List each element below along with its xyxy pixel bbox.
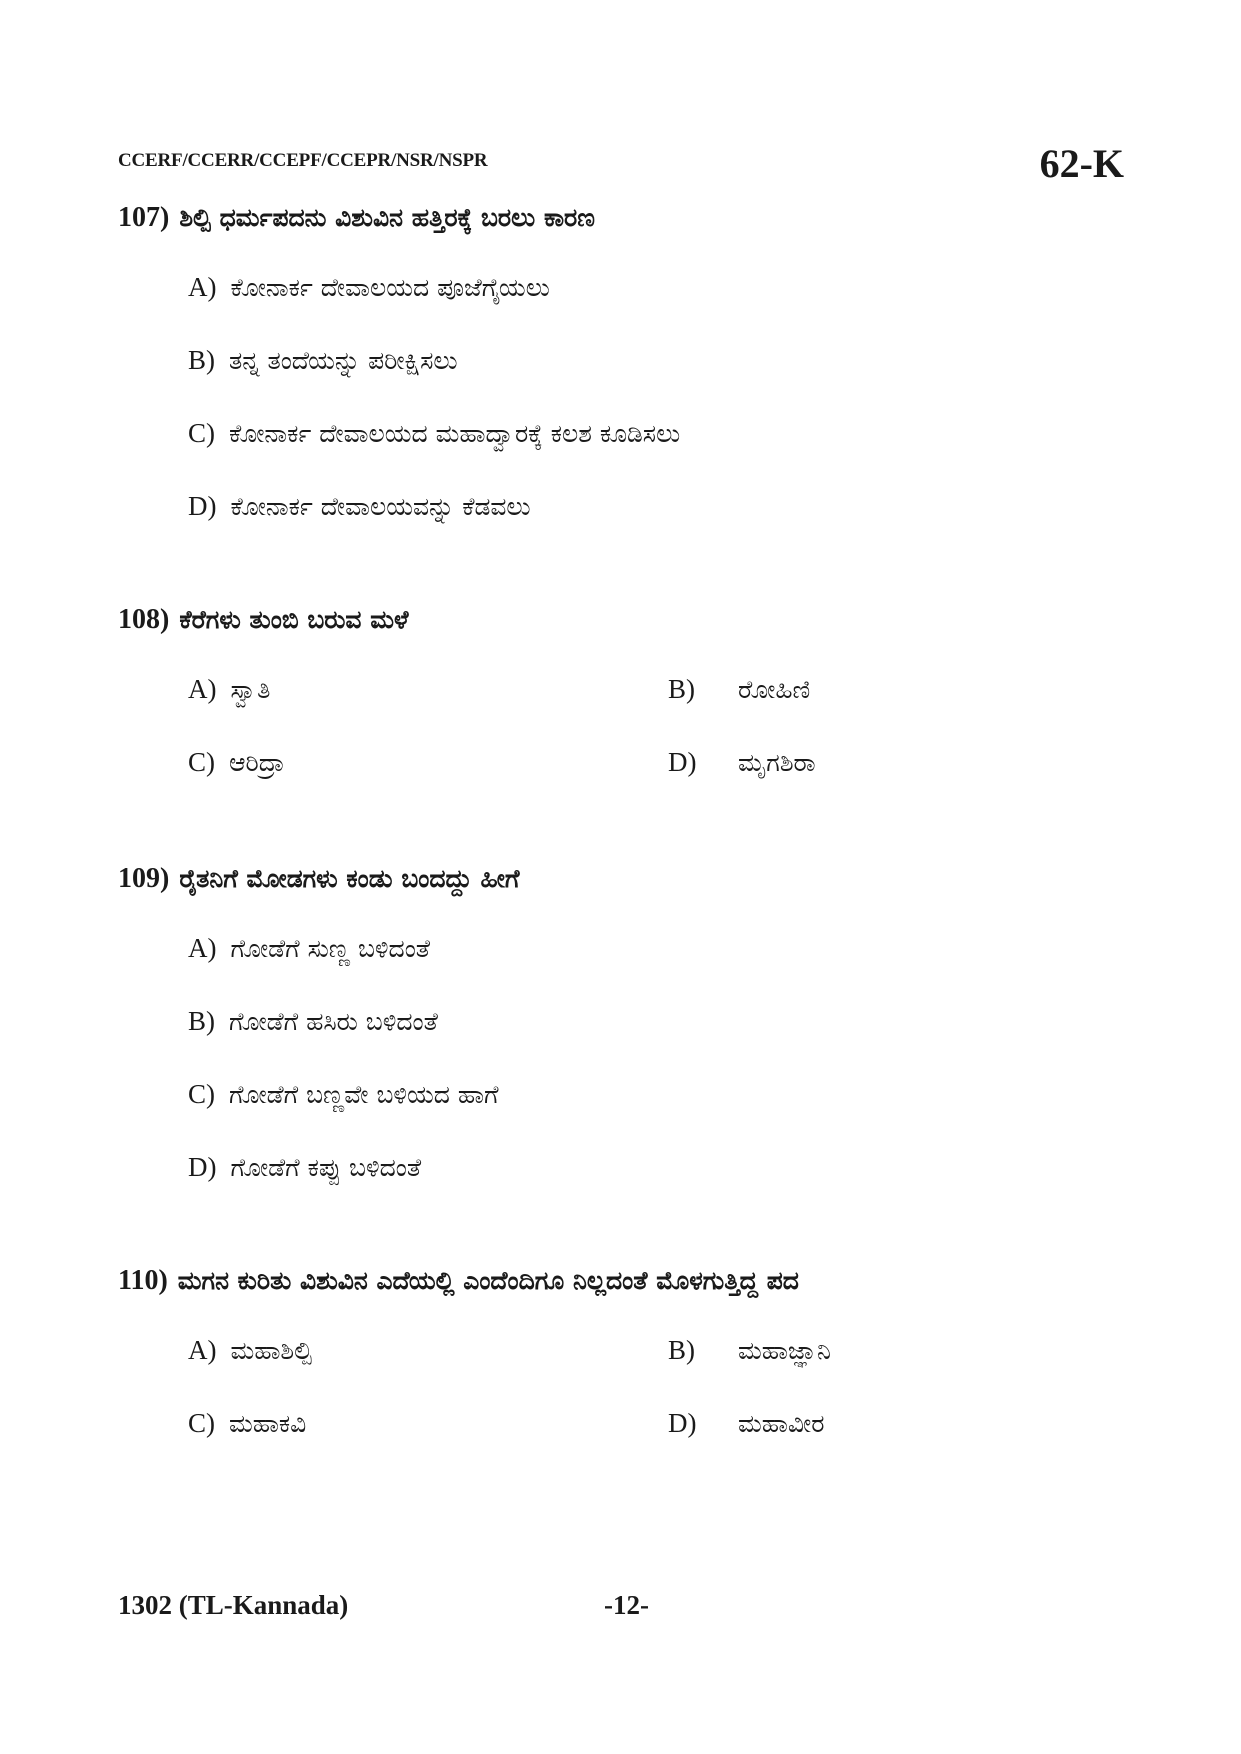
- option-d: [668, 747, 816, 778]
- option-letter: B): [668, 1335, 695, 1365]
- option-letter: C): [188, 1079, 215, 1109]
- option-letter: B): [188, 1006, 215, 1036]
- option-a: [188, 933, 430, 964]
- option-a: [188, 674, 270, 705]
- option-c: [188, 747, 285, 778]
- question-text: ಕೆರೆಗಳು ತುಂಬಿ ಬರುವ ಮಳೆ: [179, 605, 409, 634]
- paper-code: 62-K: [1039, 141, 1124, 186]
- question-text: ರೈತನಿಗೆ ಮೋಡಗಳು ಕಂಡು ಬಂದದ್ದು ಹೀಗೆ: [179, 864, 520, 893]
- option-text: ಗೋಡೆಗೆ ಕಪ್ಪು ಬಳಿದಂತೆ: [230, 1153, 422, 1182]
- option-a: [188, 1335, 312, 1366]
- option-c: [188, 1408, 306, 1439]
- question-number: 107): [118, 202, 170, 233]
- option-letter: C): [188, 747, 215, 777]
- option-text: ಮಹಾಶಿಲ್ಪಿ: [230, 1336, 312, 1365]
- option-text: ಕೋನಾರ್ಕ ದೇವಾಲಯವನ್ನು ಕೆಡವಲು: [230, 492, 531, 521]
- question-107: [118, 202, 1128, 521]
- option-b: [668, 674, 810, 705]
- option-text: ಮೃಗಶಿರಾ: [738, 748, 816, 777]
- question-number: 108): [118, 604, 170, 635]
- page-number: -12-: [604, 1590, 649, 1620]
- option-c: [188, 1079, 499, 1110]
- option-b: [668, 1335, 831, 1366]
- option-c: [188, 418, 680, 449]
- option-d: [188, 1152, 421, 1183]
- option-letter: D): [668, 1408, 697, 1438]
- option-letter: B): [188, 345, 215, 375]
- option-text: ಆರಿದ್ರಾ: [229, 748, 285, 777]
- option-letter: D): [188, 491, 217, 521]
- option-letter: D): [188, 1152, 217, 1182]
- option-letter: C): [188, 1408, 215, 1438]
- option-letter: D): [668, 747, 697, 777]
- question-110: [118, 1265, 1128, 1438]
- option-text: ರೋಹಿಣಿ: [738, 675, 811, 704]
- question-number: 109): [118, 863, 170, 894]
- option-text: ಗೋಡೆಗೆ ಸುಣ್ಣ ಬಳಿದಂತೆ: [230, 934, 431, 963]
- option-letter: A): [188, 1335, 217, 1365]
- option-text: ಮಹಾಜ್ಞಾನಿ: [738, 1336, 831, 1365]
- footer-code: 1302 (TL-Kannada): [118, 1590, 349, 1620]
- option-letter: A): [188, 272, 217, 302]
- option-letter: C): [188, 418, 215, 448]
- option-letter: A): [188, 933, 217, 963]
- option-letter: B): [668, 674, 695, 704]
- option-a: [188, 272, 550, 303]
- option-text: ಗೋಡೆಗೆ ಬಣ್ಣವೇ ಬಳಿಯದ ಹಾಗೆ: [229, 1080, 499, 1109]
- option-b: [188, 345, 458, 376]
- option-text: ಮಹಾವೀರ: [738, 1409, 825, 1438]
- question-108: [118, 604, 1128, 777]
- header-code: CCERF/CCERR/CCEPF/CCEPR/NSR/NSPR: [118, 150, 488, 171]
- option-text: ತನ್ನ ತಂದೆಯನ್ನು ಪರೀಕ್ಷಿಸಲು: [229, 346, 458, 375]
- question-text: ಶಿಲ್ಪಿ ಧರ್ಮಪದನು ವಿಶುವಿನ ಹತ್ತಿರಕ್ಕೆ ಬರಲು ಕಾರಣ: [179, 203, 595, 232]
- question-text: ಮಗನ ಕುರಿತು ವಿಶುವಿನ ಎದೆಯಲ್ಲಿ ಎಂದೆಂದಿಗೂ ನಿಲ್ಲದಂತೆ ಮೊಳಗುತ್ತಿದ್ದ ಪದ: [177, 1266, 799, 1295]
- option-text: ಗೋಡೆಗೆ ಹಸಿರು ಬಳಿದಂತೆ: [229, 1007, 438, 1036]
- option-text: ಮಹಾಕವಿ: [229, 1409, 307, 1438]
- option-b: [188, 1006, 438, 1037]
- option-letter: A): [188, 674, 217, 704]
- question-number: 110): [118, 1265, 168, 1296]
- option-text: ಕೋನಾರ್ಕ ದೇವಾಲಯದ ಪೂಜೆಗೈಯಲು: [230, 273, 550, 302]
- option-text: ಸ್ವಾತಿ: [230, 675, 271, 704]
- option-text: ಕೋನಾರ್ಕ ದೇವಾಲಯದ ಮಹಾದ್ವಾರಕ್ಕೆ ಕಲಶ ಕೂಡಿಸಲು: [229, 419, 681, 448]
- option-d: [188, 491, 531, 522]
- question-109: [118, 863, 1128, 1182]
- option-d: [668, 1408, 824, 1439]
